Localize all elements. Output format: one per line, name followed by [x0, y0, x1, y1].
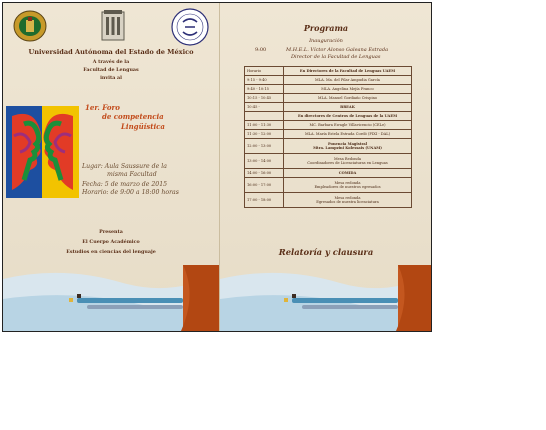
schedule-row: [245, 154, 412, 169]
schedule-activity: [284, 112, 412, 121]
schedule-activity-title: MLA. Manuel Gordiaño Crispino: [317, 96, 378, 100]
schedule-time: 11:30 - 12:00: [245, 130, 284, 139]
schedule-row: [245, 103, 412, 112]
forum-title-line-1: 1er. Foro: [85, 103, 120, 112]
date-text: Fecha: 5 de marzo de 2015: [82, 181, 168, 188]
schedule-activity: [284, 94, 412, 103]
schedule-activity: [284, 85, 412, 94]
schedule-activity: [284, 139, 412, 154]
via-line-1: A través de la: [92, 59, 130, 65]
schedule-activity-title: Mesa Redonda: [334, 157, 361, 161]
right-panel: [219, 3, 432, 331]
left-panel: [3, 3, 219, 331]
inauguration-label: Inauguración: [309, 38, 343, 44]
schedule-activity-title: MLA. María Estela Estrada Cordó (FIXI - DAL): [304, 132, 391, 136]
schedule-table: [244, 66, 412, 208]
schedule-time: 17:00 - 18:00: [245, 193, 284, 208]
schedule-activity: [284, 130, 412, 139]
schedule-time: Horario: [245, 67, 284, 76]
place-line-2: misma Facultad: [107, 171, 157, 178]
inauguration-speaker-role: Director de la Facultad de Lenguas: [291, 54, 381, 60]
schedule-activity-detail: Mtra. Lampzini Kolessais (UNAM): [313, 146, 382, 150]
schedule-time: 14:00 - 16:00: [245, 169, 284, 178]
left-wave-decoration: [3, 265, 219, 331]
schedule-row: [245, 67, 412, 76]
schedule-activity-detail: Egresados de nuestra licenciatura: [316, 200, 379, 204]
schedule-activity: [284, 169, 412, 178]
presents-text: Presenta: [99, 229, 123, 235]
inauguration-speaker: M.H.E.L. Víctor Alonso Galeana Estrada: [286, 47, 389, 53]
schedule-activity-title: MLA. Ma. del Pilar Ampudia García: [315, 78, 380, 82]
faces-artwork: [6, 106, 79, 198]
program-title: Programa: [303, 23, 349, 33]
inauguration-time: 9:00: [255, 47, 267, 53]
schedule-row: [245, 139, 412, 154]
schedule-activity-title: MC. Barbara Ewagle Villavicencio (CELe): [309, 123, 386, 127]
schedule-row: [245, 94, 412, 103]
schedule-activity: [284, 121, 412, 130]
schedule-time: 16:00 - 17:00: [245, 178, 284, 193]
via-line-2: Facultad de Lenguas: [83, 67, 139, 73]
schedule-row: [245, 85, 412, 94]
closing-title: Relatoría y clausura: [278, 247, 374, 257]
forum-title-line-3: Lingüística: [121, 122, 165, 131]
schedule-row: [245, 121, 412, 130]
schedule-activity-title: Mesa redonda: [334, 196, 361, 200]
schedule-activity-title: En directores de Centros de Lenguas de la UAEM: [297, 114, 398, 118]
schedule-activity: [284, 103, 412, 112]
uaem-shield-logo: [13, 10, 47, 42]
flyer: [2, 2, 432, 332]
hours-text: Horario: de 9:00 a 18:00 horas: [82, 189, 179, 196]
schedule-time: 11:00 - 11:30: [245, 121, 284, 130]
university-name: Universidad Autónoma del Estado de México: [28, 48, 194, 56]
cuerpo-academico-text: El Cuerpo Académico: [82, 239, 140, 245]
schedule-activity-detail: Empleadores de nuestros egresados: [314, 185, 381, 189]
schedule-activity: [284, 154, 412, 169]
schedule-time: 10:15 - 10:45: [245, 94, 284, 103]
schedule-time: 9:40 - 10:15: [245, 85, 284, 94]
cuerpo-academico-logo: [171, 8, 209, 46]
schedule-activity: [284, 178, 412, 193]
schedule-time: 13:00 - 14:00: [245, 154, 284, 169]
schedule-activity: [284, 76, 412, 85]
schedule-row: [245, 169, 412, 178]
schedule-activity-title: BREAK: [340, 105, 355, 109]
schedule-activity-title: En Directores de la Facultad de Lenguas UAEM: [299, 69, 396, 73]
forum-title-line-2: de competencia: [102, 112, 164, 121]
schedule-row: [245, 193, 412, 208]
schedule-time: 12:00 - 13:00: [245, 139, 284, 154]
schedule-time: 9:15 - 9:40: [245, 76, 284, 85]
schedule-row: [245, 178, 412, 193]
schedule-activity-title: Mesa redonda: [334, 181, 361, 185]
schedule-activity: [284, 67, 412, 76]
schedule-activity: [284, 193, 412, 208]
schedule-activity-title: MLA. Angelina Mejía Franco: [321, 87, 374, 91]
schedule-time: [245, 112, 284, 121]
facultad-lenguas-logo: [100, 8, 126, 44]
schedule-activity-title: COMIDA: [338, 171, 357, 175]
schedule-activity-title: Ponencia Magistral: [327, 142, 368, 146]
schedule-row: [245, 112, 412, 121]
schedule-time: 10:45 -: [245, 103, 284, 112]
place-line-1: Lugar: Aula Saussure de la: [82, 163, 167, 170]
studies-text: Estudios en ciencias del lenguaje: [66, 249, 156, 255]
schedule-row: [245, 130, 412, 139]
schedule-row: [245, 76, 412, 85]
invite-text: invita al: [100, 75, 122, 81]
schedule-activity-detail: Coordinadores de Licenciaturas en Lenguas: [307, 161, 388, 165]
right-wave-decoration: [220, 265, 432, 331]
